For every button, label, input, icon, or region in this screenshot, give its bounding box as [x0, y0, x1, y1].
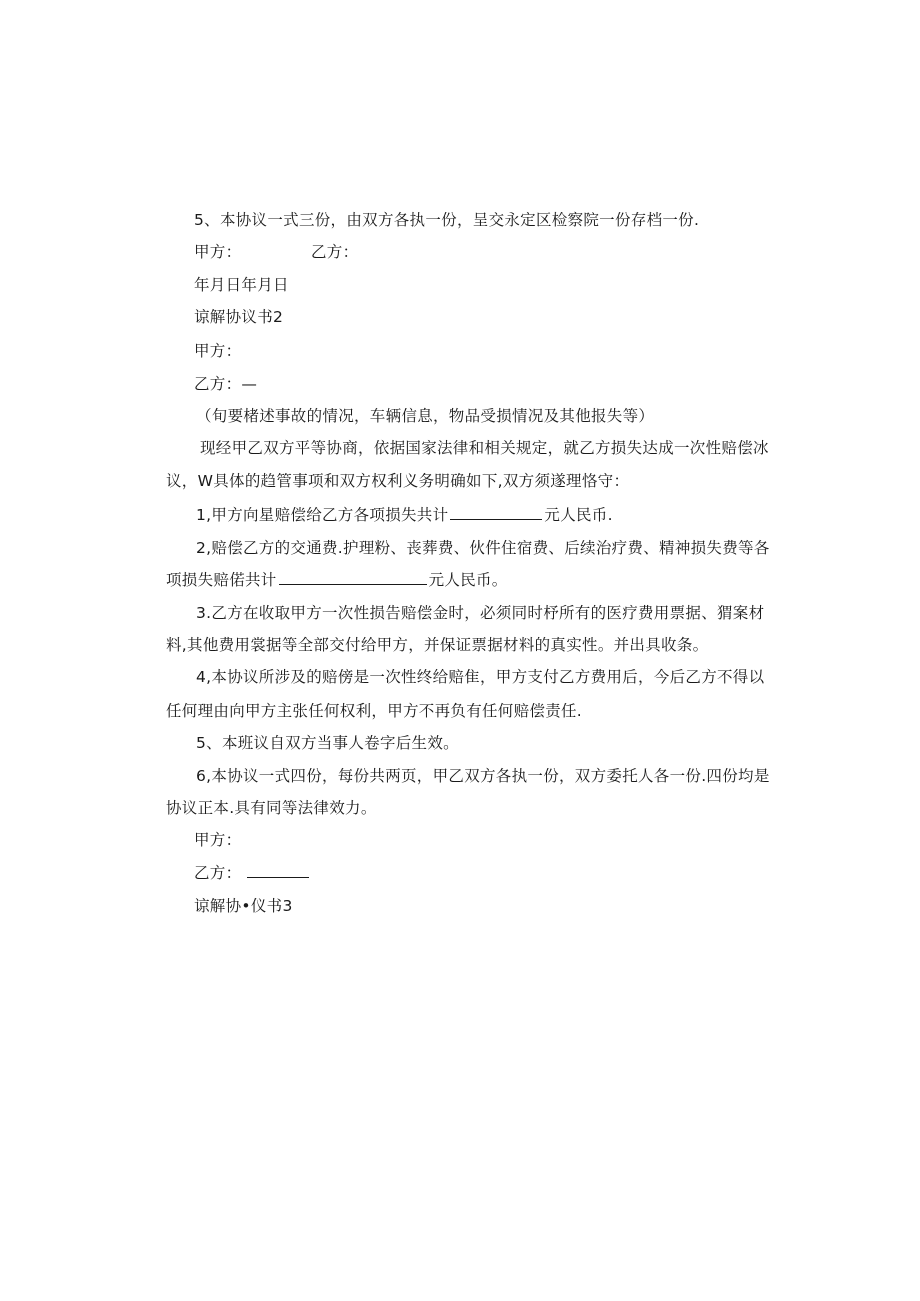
- party-b-signature-line: [194, 863, 311, 883]
- party-a-label-2: 甲方：: [194, 342, 242, 360]
- clause-2-text: 项损失赔偌共计: [166, 571, 277, 589]
- preamble-line-2: 议，W具体的趋管事项和双方权利义务明确如下,双方须遂理恪守：: [166, 472, 630, 490]
- party-a-label: 甲方：: [194, 243, 242, 261]
- section-title-2: 谅解协议书2: [194, 308, 284, 326]
- preamble-line-1: 现经甲乙双方平等协商，依据国家法律和相关规定，就乙方损失达成一次性赔偿冰: [200, 439, 769, 457]
- clause-5-copies: 5、本协议一式三份，由双方各执一份，呈交永定区检察院一份存档一份.: [194, 211, 700, 229]
- date-line: 年月日年月日: [194, 276, 289, 294]
- party-b-label-2: 乙方：—: [194, 375, 258, 393]
- clause-4-line-1: 4,本协议所涉及的赔傍是一次性终给赔隹，甲方支付乙方费用后，今后乙方不得以: [196, 668, 765, 686]
- clause-5-effective: 5、本班议自双方当事人卷字后生效。: [196, 734, 459, 752]
- clause-2-unit: 元人民币。: [428, 571, 508, 589]
- clause-3-line-1: 3.乙方在收取甲方一次性损告赔偿金时，必须同时杼所有的医疗费用票据、猬案材: [196, 604, 765, 622]
- clause-1-text: 1,甲方向星赔偿给乙方各项损失共计: [196, 506, 449, 524]
- clause-6-line-1: 6,本协议一式四份，每份共两页，甲乙双方各执一份，双方委托人各一份.四份均是: [196, 767, 770, 785]
- section-title-3: 谅解协•仪书3: [194, 897, 293, 915]
- party-a-signature-label: 甲方：: [194, 831, 242, 849]
- party-b-label: 乙方：: [311, 243, 359, 261]
- clause-3-line-2: 料,其他费用裳据等全部交付给甲方，并保证票据材料的真实性。并出具收条。: [166, 636, 709, 654]
- party-b-signature-label: 乙方：: [194, 864, 242, 882]
- clause-1: [196, 505, 613, 525]
- accident-description-note: （旬要楮述事故的情况，车辆信息，物品受损情况及其他报失等）: [196, 407, 655, 425]
- clause-6-line-2: 协议正本.具有同等法律效力。: [166, 799, 377, 817]
- clause-2-line-1: 2,赔偿乙方的交通费.护理粉、丧葬费、伙件住宿费、后续治疗费、精神损失费等各: [196, 539, 770, 557]
- signature-blank: [247, 863, 309, 878]
- amount-blank-2: [279, 570, 427, 585]
- clause-2-line-2: [166, 570, 508, 590]
- clause-4-line-2: 任何理由向甲方主张任何权利，甲方不再负有任何赔偿责任.: [166, 702, 583, 720]
- amount-blank-1: [450, 505, 542, 520]
- clause-1-unit: 元人民币.: [544, 506, 613, 524]
